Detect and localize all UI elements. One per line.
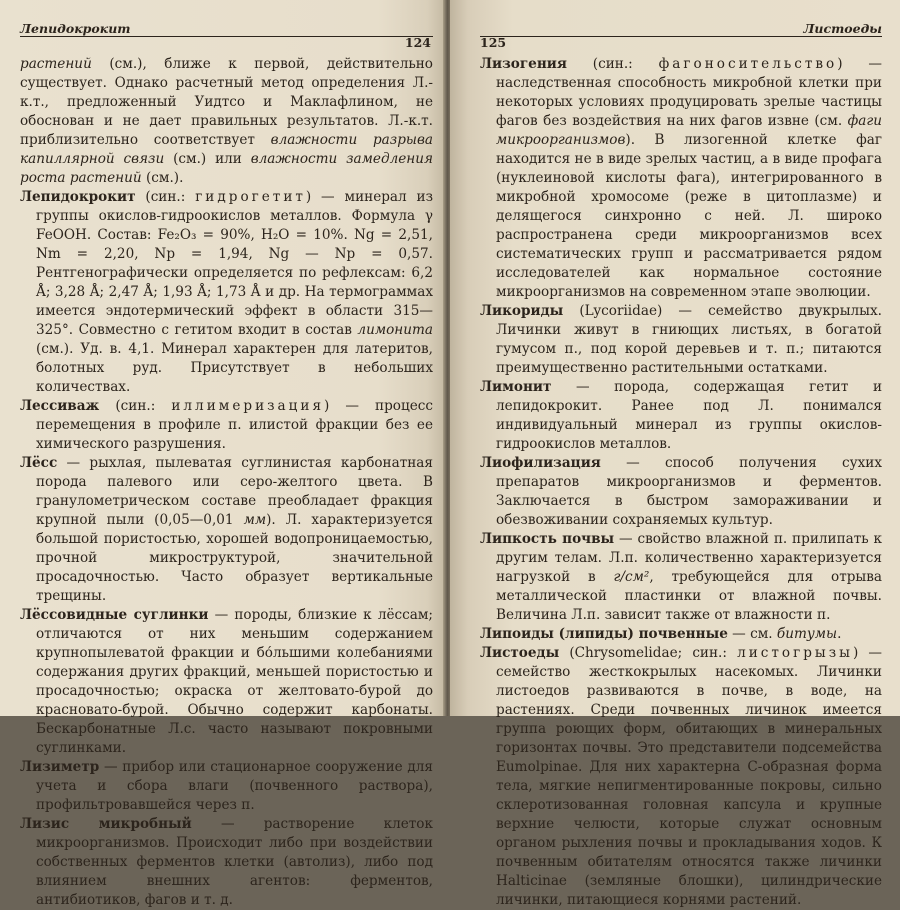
right-page-number: 125: [480, 35, 507, 50]
entry-term: Лизиметр: [20, 759, 100, 775]
text: ) — минерал из группы окислов-гидроокислов металлов. Формула γ FeOOH. Состав: Fe₂O₃ = 90%, H₂O = 10%. Ng = 2,51, Nm = 2,20, Np = 1,94, Ng — Np = 0,57. Рентгенографически определяется по рефлексам: 6,2 Å; 3,28 Å; 2,47 Å; 1,93 Å; 1,73 Å и др. На термограммах имеется эндотермический эффект в области 315—325°. Совместно с гетитом входит в состав: [36, 189, 433, 338]
text: — свойство влажной п. прилипать к другим телам. Л.п. количественно характеризуется нагрузкой в: [496, 531, 883, 585]
entry-term: Лессиваж: [20, 398, 100, 414]
text: — прибор или стационарное сооружение для учета и сбора влаги (почвенного раствора), профильтровавшейся через п.: [36, 759, 433, 813]
text: (Chrysomelidae; син.:: [559, 645, 738, 661]
text: (см.), ближе к первой, действительно существует. Однако расчетный метод определения Л.-к.т., предложенный Уидтсо и Маклафлином, не обоснован и не дает правильных результатов. Л.-к.т. приблизительно соответствует: [20, 56, 433, 148]
left-page: [0, 0, 445, 908]
entry-lizimetr: [20, 758, 433, 815]
text: (син.:: [566, 56, 659, 72]
entry-liofilizatsiya: [480, 454, 882, 530]
entry-term: Липкость почвы: [480, 531, 615, 547]
left-running-header: [20, 14, 433, 50]
entry-less: [20, 454, 433, 606]
text: (см.) или: [164, 151, 251, 167]
entry-listoedy: [480, 644, 882, 910]
text: — рыхлая, пылеватая суглинистая карбонатная порода палевого или серо-желтого цвета. В гранулометрическом составе преобладает фракция крупной пыли (0,05—0,01: [36, 455, 433, 528]
right-running-head: Листоеды: [803, 21, 882, 36]
text: (син.:: [135, 189, 196, 205]
entry-lipoidy: [480, 625, 882, 644]
text: — растворение клеток микроорганизмов. Происходит либо при воздействии собственных ферментов клетки (автолиз), либо под влиянием внешних агентов: ферментов, антибиотиков, фагов и т. д.: [36, 816, 433, 908]
left-body: [20, 55, 433, 910]
ref-vlazhnost-zamedleniya: влажности замедления роста растений: [20, 151, 433, 186]
left-header-rule: [20, 36, 433, 37]
left-running-head: Лепидокрокит: [20, 21, 131, 36]
text: (Lycoriidae) — семейство двукрылых. Личинки живут в гниющих листьях, в богатой гумусом п., под корой деревьев и т. п.; питаются преимущественно растительными остатками.: [496, 303, 882, 376]
text: ) — процесс перемещения в профиле п. илистой фракции без ее химического разрушения.: [36, 398, 433, 452]
entry-lessovidnye-suglinki: [20, 606, 433, 758]
text: (см.).: [141, 170, 184, 186]
right-page: [450, 0, 900, 908]
entry-term: Лизогения: [480, 56, 567, 72]
entry-term: Лизис микробный: [20, 816, 192, 832]
text: — см.: [727, 626, 777, 642]
entry-term: Лёсс: [20, 455, 58, 471]
entry-term: Липоиды (липиды) почвенные: [480, 626, 728, 642]
unit-mm: мм: [243, 512, 267, 528]
text: ). Л. характеризуется большой пористостью, хорошей водопроницаемостью, прочной микроструктурой, значительной просадочностью. Часто образует вертикальные трещины.: [36, 512, 433, 604]
text: — способ получения сухих препаратов микроорганизмов и ферментов. Заключается в быстром замораживании и обезвоживании сохраняемых культур.: [496, 455, 882, 528]
ref-vlazhnost-razryva: влажности разрыва капиллярной связи: [20, 132, 433, 167]
text: (см.). Уд. в. 4,1. Минерал характерен для латеритов, болотных руд. Присутствует в небольших количествах.: [36, 341, 433, 395]
entry-limonit: [480, 378, 882, 454]
ref-rasteniy: растений: [20, 56, 92, 72]
right-header-rule: [480, 36, 882, 37]
entry-lizis-mikrobnyy: [20, 815, 433, 910]
left-page-number: 124: [404, 35, 431, 50]
entry-term: Листоеды: [480, 645, 560, 661]
ref-limonit: лимонита: [357, 322, 433, 338]
text: , требующейся для отрыва металлической пластинки от влажной почвы. Величина Л.п. зависит также от влажности п.: [496, 569, 882, 623]
text: ) — семейство жесткокрылых насекомых. Личинки листоедов развиваются в почве, в воде, на растениях. Среди почвенных личинок имеется группа роющих форм, обитающих в минеральных горизонтах почвы. Это представители подсемейства Eumolpinae. Для них характерна С-образная форма тела, мягкие непигментированные покровы, сильно склеротизованная головная капсула и крупные верхние челюсти, которые служат основным органом рыхления почвы и прокладывания ходов. К почвенным обитателям относятся также личинки Halticinae (земляные блошки), цилиндрические личинки, питающиеся корнями растений.: [496, 645, 882, 908]
entry-lizogeniya: [480, 55, 882, 302]
text: — породы, близкие к лёссам; отличаются от них меньшим содержанием крупнопылеватой фракции и бо́льшими колебаниями содержания других фракций, меньшей пористостью и просадочностью; окраска от желтовато-бурой до красновато-бурой. Обычно содержит карбонаты. Бескарбонатные Л.с. часто называют покровными суглинками.: [36, 607, 433, 756]
text: ) — наследственная способность микробной клетки при некоторых условиях продуцировать зрелые частицы фагов без воздействия на них фагов извне (см.: [496, 56, 882, 129]
ref-bitumy: битумы: [776, 626, 838, 642]
entry-term: Лепидокрокит: [20, 189, 136, 205]
entry-likoridy: [480, 302, 882, 378]
entry-term: Ликориды: [480, 303, 564, 319]
entry-lessivazh: [20, 397, 433, 454]
entry-continuation: [20, 55, 433, 188]
text: .: [837, 626, 842, 642]
text: (син.:: [99, 398, 172, 414]
entry-lepidokrokit: [20, 188, 433, 397]
entry-term: Лимонит: [480, 379, 552, 395]
right-body: [480, 55, 882, 910]
right-running-header: [480, 14, 882, 50]
synonym: фагоносительство: [658, 56, 838, 72]
text: — порода, содержащая гетит и лепидокрокит. Ранее под Л. понимался индивидуальный минерал из группы окислов-гидроокислов металлов.: [496, 379, 882, 452]
entry-term: Лёссовидные суглинки: [20, 607, 209, 623]
entry-term: Лиофилизация: [480, 455, 601, 471]
ref-fagi: фаги микроорганизмов: [496, 113, 882, 148]
synonym: иллимеризация: [171, 398, 325, 414]
entry-lipkost-pochvy: [480, 530, 882, 625]
unit-g-cm2: г/см²: [613, 569, 650, 585]
text: ). В лизогенной клетке фаг находится не в виде зрелых частиц, а в виде профага (нуклеиновой кислоты фага), интегрированного в микробной хромосоме (реже в цитоплазме) и делящегося синхронно с ней. Л. широко распространена среди микроорганизмов всех систематических групп и рассматривается рядом исследователей как нормальное состояние микроорганизмов на современном этапе эволюции.: [496, 132, 882, 300]
synonym: гидрогетит: [195, 189, 306, 205]
synonym: листогрызы: [737, 645, 853, 661]
